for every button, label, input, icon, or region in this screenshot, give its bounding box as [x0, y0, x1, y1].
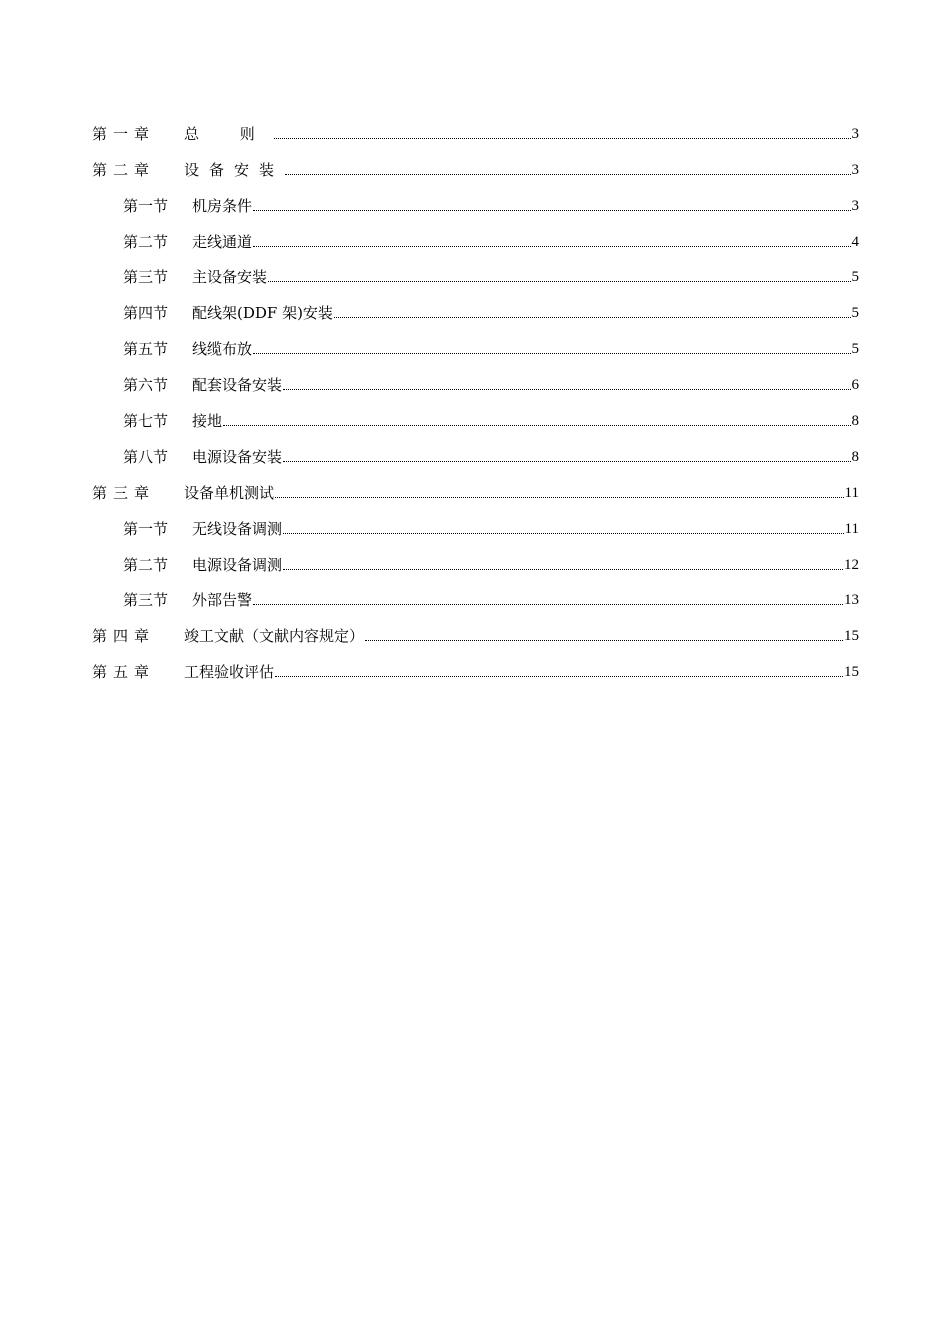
toc-entry-number: 第六节 — [123, 376, 169, 395]
dot-leader — [275, 676, 843, 677]
toc-entry-title: 外部告警 — [192, 591, 253, 610]
toc-entry-section-2-3[interactable] — [92, 252, 859, 288]
toc-entry-page: 13 — [844, 592, 859, 609]
dot-leader — [283, 461, 850, 462]
toc-entry-title: 设备单机测试 — [184, 483, 275, 502]
toc-entry-number: 第三节 — [123, 268, 169, 287]
toc-entry-page: 6 — [851, 377, 859, 394]
dot-leader — [253, 353, 850, 354]
toc-entry-page: 5 — [851, 269, 859, 286]
toc-entry-number: 第三章 — [92, 483, 156, 502]
toc-entry-page: 15 — [844, 628, 859, 645]
toc-entry-chapter-5[interactable] — [92, 646, 859, 682]
toc-entry-title: 主设备安装 — [192, 268, 268, 287]
toc-entry-number: 第一节 — [123, 196, 169, 215]
toc-entry-section-2-4[interactable] — [92, 287, 859, 323]
toc-entry-chapter-4[interactable] — [92, 610, 859, 646]
dot-leader — [275, 497, 844, 498]
table-of-contents — [92, 108, 859, 682]
toc-entry-page: 3 — [851, 125, 859, 142]
dot-leader — [283, 389, 850, 390]
toc-entry-number: 第一章 — [92, 124, 156, 143]
toc-entry-number: 第四节 — [123, 304, 169, 323]
toc-entry-number: 第三节 — [123, 591, 169, 610]
toc-entry-page: 3 — [851, 161, 859, 178]
toc-entry-page: 4 — [851, 233, 859, 250]
toc-entry-number: 第七节 — [123, 412, 169, 431]
toc-entry-section-2-5[interactable] — [92, 323, 859, 359]
toc-entry-title: 配线架(DDF 架)安装 — [192, 304, 333, 323]
toc-entry-number: 第五节 — [123, 340, 169, 359]
toc-entry-title: 竣工文献（文献内容规定） — [184, 627, 365, 646]
toc-entry-title: 机房条件 — [192, 196, 253, 215]
dot-leader — [253, 210, 850, 211]
dot-leader — [334, 317, 851, 318]
toc-entry-section-3-1[interactable] — [92, 503, 859, 539]
toc-entry-number: 第四章 — [92, 627, 156, 646]
toc-entry-chapter-1[interactable] — [92, 108, 859, 144]
toc-entry-title: 线缆布放 — [192, 340, 253, 359]
toc-entry-title: 设备安装 — [184, 160, 285, 179]
toc-entry-page: 5 — [851, 341, 859, 358]
toc-entry-number: 第二节 — [123, 555, 169, 574]
toc-entry-section-2-8[interactable] — [92, 431, 859, 467]
toc-entry-page: 5 — [851, 305, 859, 322]
toc-entry-page: 15 — [844, 664, 859, 681]
dot-leader — [283, 533, 844, 534]
toc-entry-title: 工程验收评估 — [184, 663, 275, 682]
dot-leader — [283, 569, 843, 570]
toc-entry-title: 配套设备安装 — [192, 376, 283, 395]
toc-entry-section-2-2[interactable] — [92, 216, 859, 252]
toc-entry-number: 第八节 — [123, 447, 169, 466]
dot-leader — [223, 425, 850, 426]
toc-entry-section-2-6[interactable] — [92, 359, 859, 395]
toc-entry-number: 第一节 — [123, 519, 169, 538]
toc-entry-title: 总 则 — [184, 124, 273, 143]
toc-entry-number: 第二章 — [92, 160, 156, 179]
dot-leader — [274, 138, 851, 139]
dot-leader — [268, 281, 850, 282]
toc-entry-page: 11 — [844, 520, 859, 537]
toc-entry-chapter-2[interactable] — [92, 144, 859, 180]
toc-entry-section-2-7[interactable] — [92, 395, 859, 431]
toc-entry-page: 8 — [851, 448, 859, 465]
toc-entry-title: 走线通道 — [192, 232, 253, 251]
toc-entry-number: 第五章 — [92, 663, 156, 682]
toc-entry-title: 无线设备调测 — [192, 519, 283, 538]
toc-entry-section-3-3[interactable] — [92, 575, 859, 611]
toc-entry-page: 3 — [851, 197, 859, 214]
toc-entry-number: 第二节 — [123, 232, 169, 251]
toc-entry-page: 11 — [844, 484, 859, 501]
toc-entry-chapter-3[interactable] — [92, 467, 859, 503]
toc-entry-title: 电源设备安装 — [192, 447, 283, 466]
dot-leader — [253, 246, 850, 247]
toc-entry-section-2-1[interactable] — [92, 180, 859, 216]
toc-entry-title: 接地 — [192, 412, 223, 431]
toc-entry-page: 8 — [851, 413, 859, 430]
toc-entry-section-3-2[interactable] — [92, 539, 859, 575]
toc-entry-page: 12 — [844, 556, 859, 573]
dot-leader — [285, 174, 850, 175]
toc-entry-title: 电源设备调测 — [192, 555, 283, 574]
dot-leader — [253, 604, 843, 605]
dot-leader — [365, 640, 843, 641]
